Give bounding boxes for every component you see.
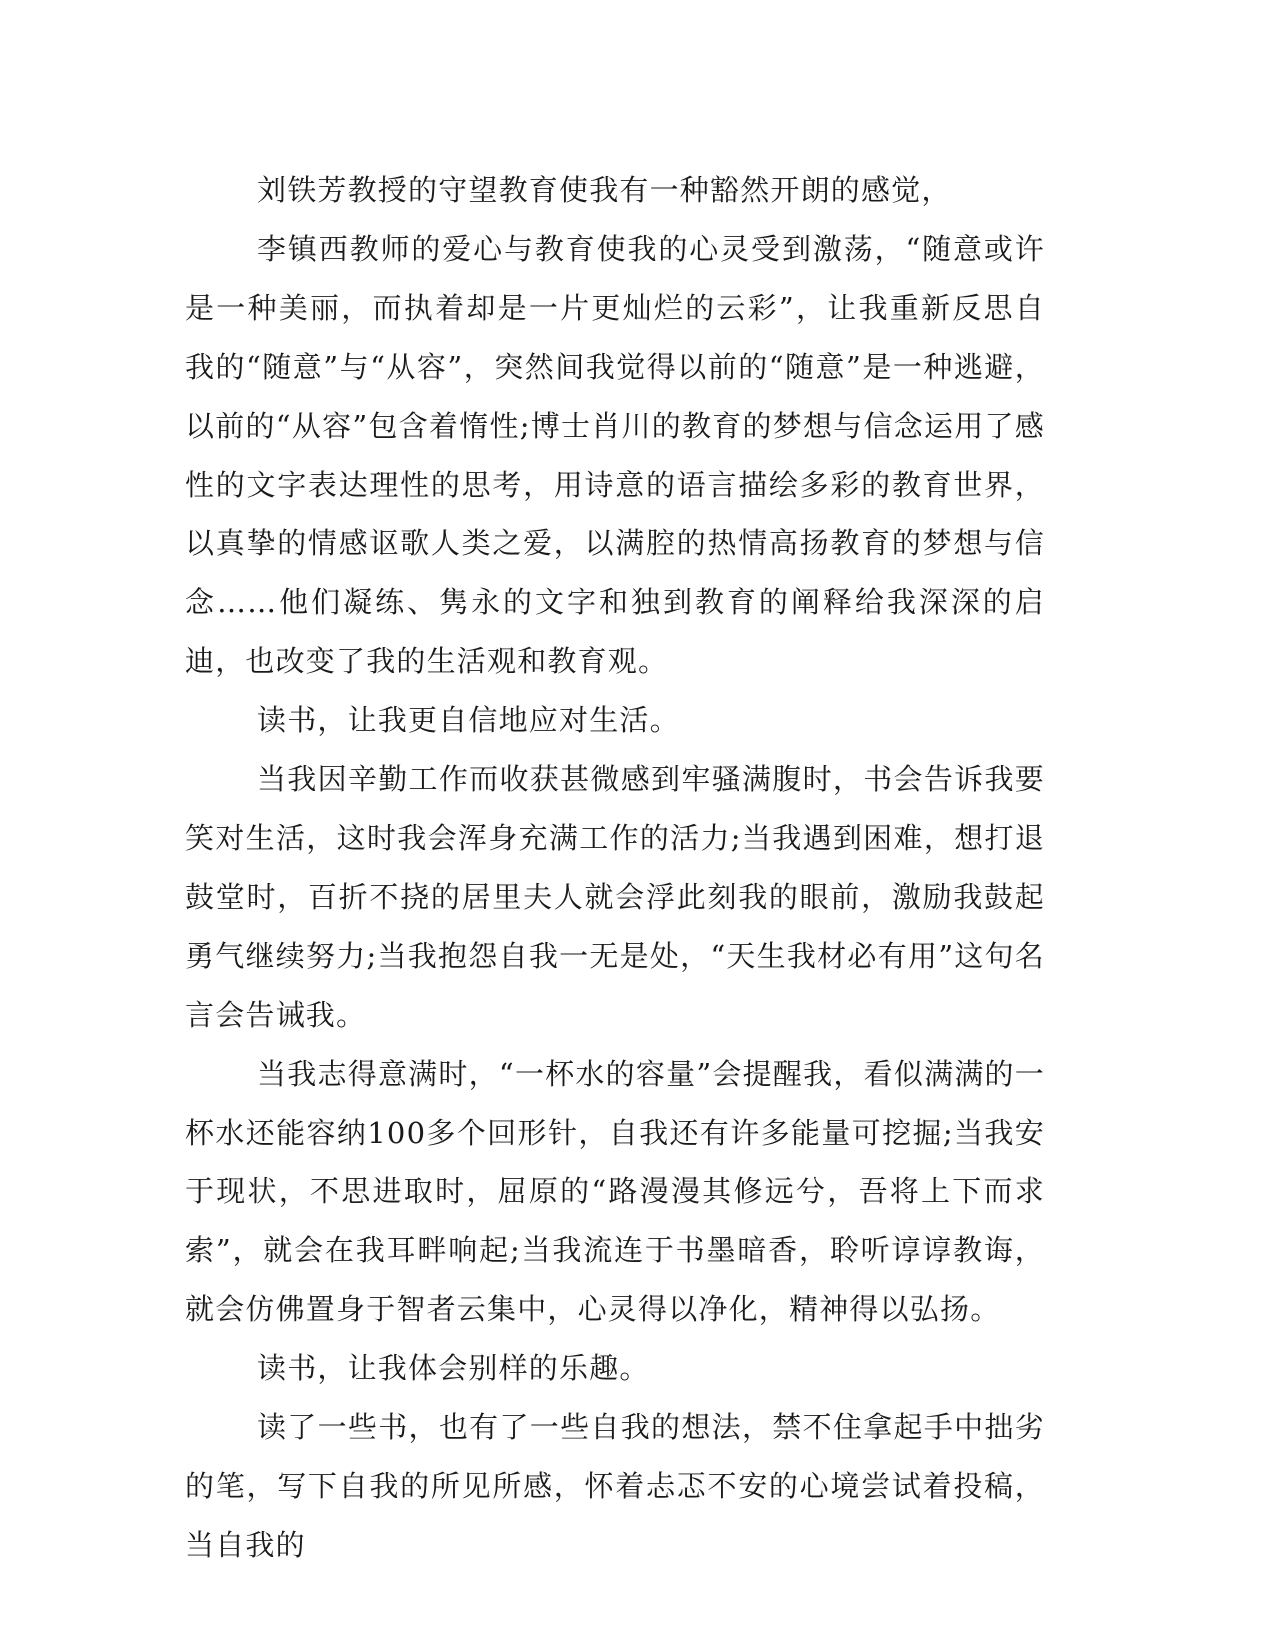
paragraph-3: 读书，让我更自信地应对生活。 — [257, 703, 680, 738]
paragraph-4: 当我因辛勤工作而收获甚微感到牢骚满腹时，书会告诉我要笑对生活，这时我会浑身充满工作的活力;当我遇到困难，想打退鼓堂时，百折不挠的居里夫人就会浮此刻我的眼前，激励我鼓起勇气继续努力;当我抱怨自我一无是处，“天生我材必有用”这句名言会告诫我。 — [185, 762, 1045, 1032]
document-body — [185, 161, 1045, 1575]
paragraph-1: 刘铁芳教授的守望教育使我有一种豁然开朗的感觉， — [257, 173, 952, 207]
paragraph-7: 读了一些书，也有了一些自我的想法，禁不住拿起手中拙劣的笔，写下自我的所见所感，怀着忐忑不安的心境尝试着投稿，当自我的 — [185, 1410, 1045, 1562]
paragraph-2: 李镇西教师的爱心与教育使我的心灵受到激荡，“随意或许是一种美丽，而执着却是一片更灿烂的云彩”，让我重新反思自我的“随意”与“从容”，突然间我觉得以前的“随意”是一种逃避，以前的“从容”包含着惰性;博士肖川的教育的梦想与信念运用了感性的文字表达理性的思考，用诗意的语言描绘多彩的教育世界，以真挚的情感讴歌人类之爱，以满腔的热情高扬教育的梦想与信念……他们凝练、隽永的文字和独到教育的阐释给我深深的启迪，也改变了我的生活观和教育观。 — [185, 231, 1045, 679]
paragraph-6: 读书，让我体会别样的乐趣。 — [257, 1351, 650, 1386]
paragraph-5: 当我志得意满时，“一杯水的容量”会提醒我，看似满满的一杯水还能容纳100多个回形针，自我还有许多能量可挖掘;当我安于现状，不思进取时，屈原的“路漫漫其修远兮，吾将上下而求索”，就会在我耳畔响起;当我流连于书墨暗香，聆听谆谆教诲，就会仿佛置身于智者云集中，心灵得以净化，精神得以弘扬。 — [185, 1056, 1045, 1327]
